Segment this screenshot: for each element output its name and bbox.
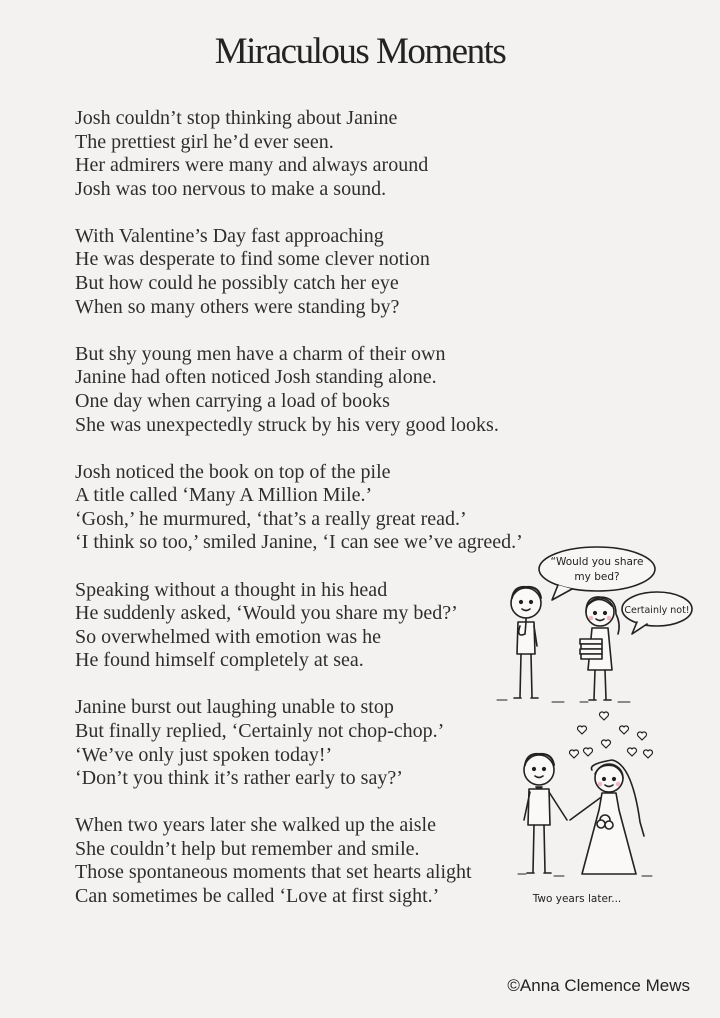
poem-line: Josh noticed the book on top of the pile xyxy=(75,460,391,483)
bride-figure xyxy=(570,760,644,874)
poem-line: One day when carrying a load of books xyxy=(75,389,390,412)
poem-line: Janine burst out laughing unable to stop xyxy=(75,696,394,719)
bubble-him-line2: my bed? xyxy=(574,571,620,583)
stanza xyxy=(75,225,555,319)
poem-line: Those spontaneous moments that set hearts alight xyxy=(75,861,472,884)
josh-figure xyxy=(511,587,541,698)
poem-line: ‘We’ve only just spoken today!’ xyxy=(75,743,333,766)
poem-line: A title called ‘Many A Million Mile.’ xyxy=(75,484,373,507)
stanza xyxy=(75,814,555,908)
poem-line: Josh was too nervous to make a sound. xyxy=(75,177,387,200)
poem-line: Can sometimes be called ‘Love at first sight.’ xyxy=(75,885,440,908)
poem-line: ‘I think so too,’ smiled Janine, ‘I can see we’ve agreed.’ xyxy=(75,531,523,554)
poem-line: So overwhelmed with emotion was he xyxy=(75,625,382,648)
stanza xyxy=(75,343,555,437)
poem-line: When two years later she walked up the aisle xyxy=(75,814,436,837)
poem-line: Janine had often noticed Josh standing alone. xyxy=(75,366,437,389)
poem-body xyxy=(75,107,555,932)
poem-line: When so many others were standing by? xyxy=(75,295,400,318)
stanza xyxy=(75,696,555,790)
poem-line: But shy young men have a charm of their own xyxy=(75,342,446,365)
poem-line: ‘Gosh,’ he murmured, ‘that’s a really great read.’ xyxy=(75,507,467,530)
stanza xyxy=(75,461,555,555)
stanza xyxy=(75,107,555,201)
poem-line: Her admirers were many and always around xyxy=(75,154,429,177)
groom-figure xyxy=(524,754,567,873)
poem-line: She was unexpectedly struck by his very good looks. xyxy=(75,413,499,436)
bubble-him-line1: “Would you share xyxy=(550,556,644,568)
poem-line: But finally replied, ‘Certainly not chop-chop.’ xyxy=(75,719,445,742)
janine-figure xyxy=(580,597,619,700)
poem-line: With Valentine’s Day fast approaching xyxy=(75,224,384,247)
poem-line: The prettiest girl he’d ever seen. xyxy=(75,130,334,153)
poem-line: She couldn’t help but remember and smile. xyxy=(75,837,420,860)
bubble-her: Certainly not! xyxy=(624,605,690,616)
heart-icons xyxy=(570,712,653,758)
poem-line: Speaking without a thought in his head xyxy=(75,578,388,601)
illustration-caption: Two years later... xyxy=(532,893,622,905)
stanza xyxy=(75,579,555,673)
poem-title: Miraculous Moments xyxy=(214,31,506,72)
poem-line: But how could he possibly catch her eye xyxy=(75,272,399,295)
poem-line: He was desperate to find some clever notion xyxy=(75,248,430,271)
couple-illustration xyxy=(492,542,702,912)
poem-line: He found himself completely at sea. xyxy=(75,649,364,672)
poem-line: He suddenly asked, ‘Would you share my bed?’ xyxy=(75,602,458,625)
poem-line: ‘Don’t you think it’s rather early to say?’ xyxy=(75,767,403,790)
poem-line: Josh couldn’t stop thinking about Janine xyxy=(75,107,398,129)
copyright-notice: ©Anna Clemence Mews xyxy=(507,976,690,995)
